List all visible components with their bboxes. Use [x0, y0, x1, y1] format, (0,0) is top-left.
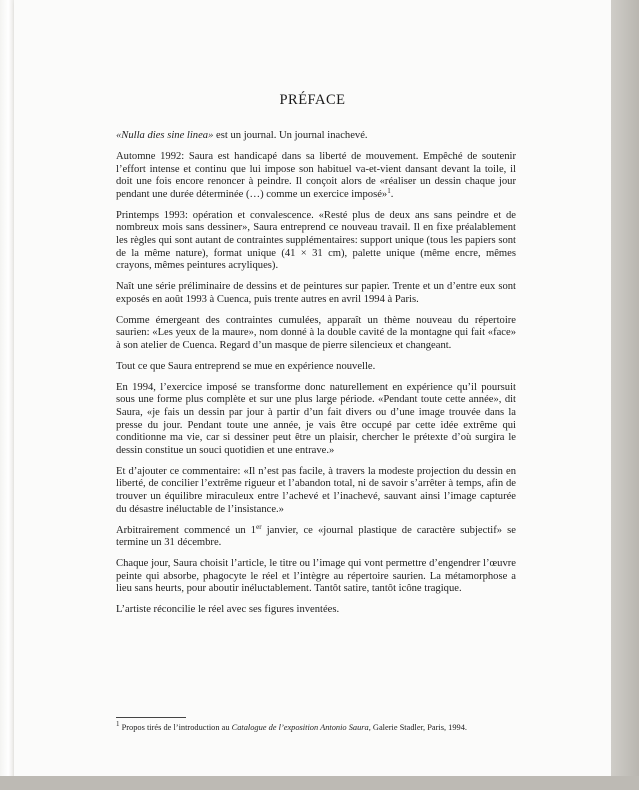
book-gutter: [0, 0, 14, 790]
paragraph-2-end: .: [390, 188, 394, 200]
paragraph-1: [116, 130, 516, 143]
paragraph-4: Naît une série préliminaire de dessins et de peintures sur papier. Trente et un d’entre eux sont exposés en août 1993 à Cuenca, puis trente autres en avril 1994 à Paris.: [116, 281, 516, 305]
footnote-rule: [116, 717, 186, 718]
paragraph-9-text: Arbitrairement commencé un 1: [116, 524, 257, 536]
paragraph-9: [116, 522, 516, 550]
paragraph-10: Chaque jour, Saura choisit l’article, le titre ou l’image qui vont permettre d’engendrer l’œuvre peinte qui absorbe, phagocyte le réel et l’intègre au répertoire saurien. La métamorphose a lieu sans heurts, pour aboutir inéluctablement. Tantôt satire, tantôt icône tragique.: [116, 558, 516, 595]
footnote: [116, 720, 536, 732]
paragraph-1-rest: est un journal. Un journal inachevé.: [213, 130, 368, 141]
page-bottom-edge: [0, 776, 639, 790]
page-right-edge: [611, 0, 639, 790]
paragraph-2: [116, 151, 516, 201]
paragraph-11: L’artiste réconcilie le réel avec ses figures inventées.: [116, 604, 340, 616]
page-title: PRÉFACE: [279, 92, 346, 108]
preface-body: [116, 130, 516, 625]
footnote-text: Propos tirés de l’introduction au: [119, 723, 232, 732]
footnote-reference: 1: [387, 186, 391, 195]
ordinal-superscript: er: [256, 522, 262, 531]
paragraph-2-text: Automne 1992: Saura est handicapé dans sa liberté de mouvement. Empêché de soutenir l’effort intense et continu que lui impose son habituel va-et-vient dansant devant la toile, il doit une fois encore renoncer à peindre. Il conçoit alors de «réaliser un dessin chaque jour pendant une durée déterminée (…) comme un exercice imposé»: [116, 150, 516, 200]
paragraph-5: Comme émergeant des contraintes cumulées, apparaît un thème nouveau du répertoire saurien: «Les yeux de la maure», nom donné à la double cavité de la montagne qui fait «face» à son atelier de Cuenca. Regard d’un masque de pierre silencieux et changeant.: [116, 314, 516, 351]
footnote-catalogue-title: Catalogue de l’exposition Antonio Saura: [231, 723, 369, 732]
paragraph-6: Tout ce que Saura entreprend se mue en expérience nouvelle.: [116, 360, 376, 372]
paragraph-8: Et d’ajouter ce commentaire: «Il n’est pas facile, à travers la modeste projection du dessin en liberté, de concilier l’extrême rigueur et l’abandon total, ni de savoir s’arrêter à temps, afin de trouver un équilibre miraculeux entre l’achevé et l’inachevé, sauvant ainsi l’image capturée du désastre inéluctable de l’insistance.»: [116, 465, 516, 515]
journal-title-quote: «Nulla dies sine linea»: [116, 130, 214, 141]
footnote-source: , Galerie Stadler, Paris, 1994.: [368, 723, 467, 732]
paragraph-9-rest: janvier, ce «journal plastique de caractère subjectif» se termine un 31 décembre.: [116, 524, 516, 549]
paragraph-7: En 1994, l’exercice imposé se transforme donc naturellement en expérience qu’il poursuit sous une forme plus complète et sur une plus large période. «Pendant toute cette année», dit Saura, «je fais un dessin par jour à partir d’un fait divers ou d’une image trouvée dans la presse du jour. Pendant toute une année, je vais être occupé par cette idée extrême qui conditionne ma vie, car si dessiner peut être un plaisir, chercher le prétexte d’où surgira le dessin constitue un souci quotidien et une entrave.»: [116, 381, 516, 456]
footnote-number: 1: [116, 720, 120, 728]
paragraph-3: Printemps 1993: opération et convalescence. «Resté plus de deux ans sans peindre et de nombreux mois sans dessiner», Saura entreprend ce nouveau travail. Il en fixe préalablement les règles qui sont autant de contraintes supplémentaires: support unique (tous les papiers sont de la même nature), format unique (41 × 31 cm), palette unique (même encre, mêmes crayons, mêmes peintures acryliques).: [116, 209, 516, 272]
